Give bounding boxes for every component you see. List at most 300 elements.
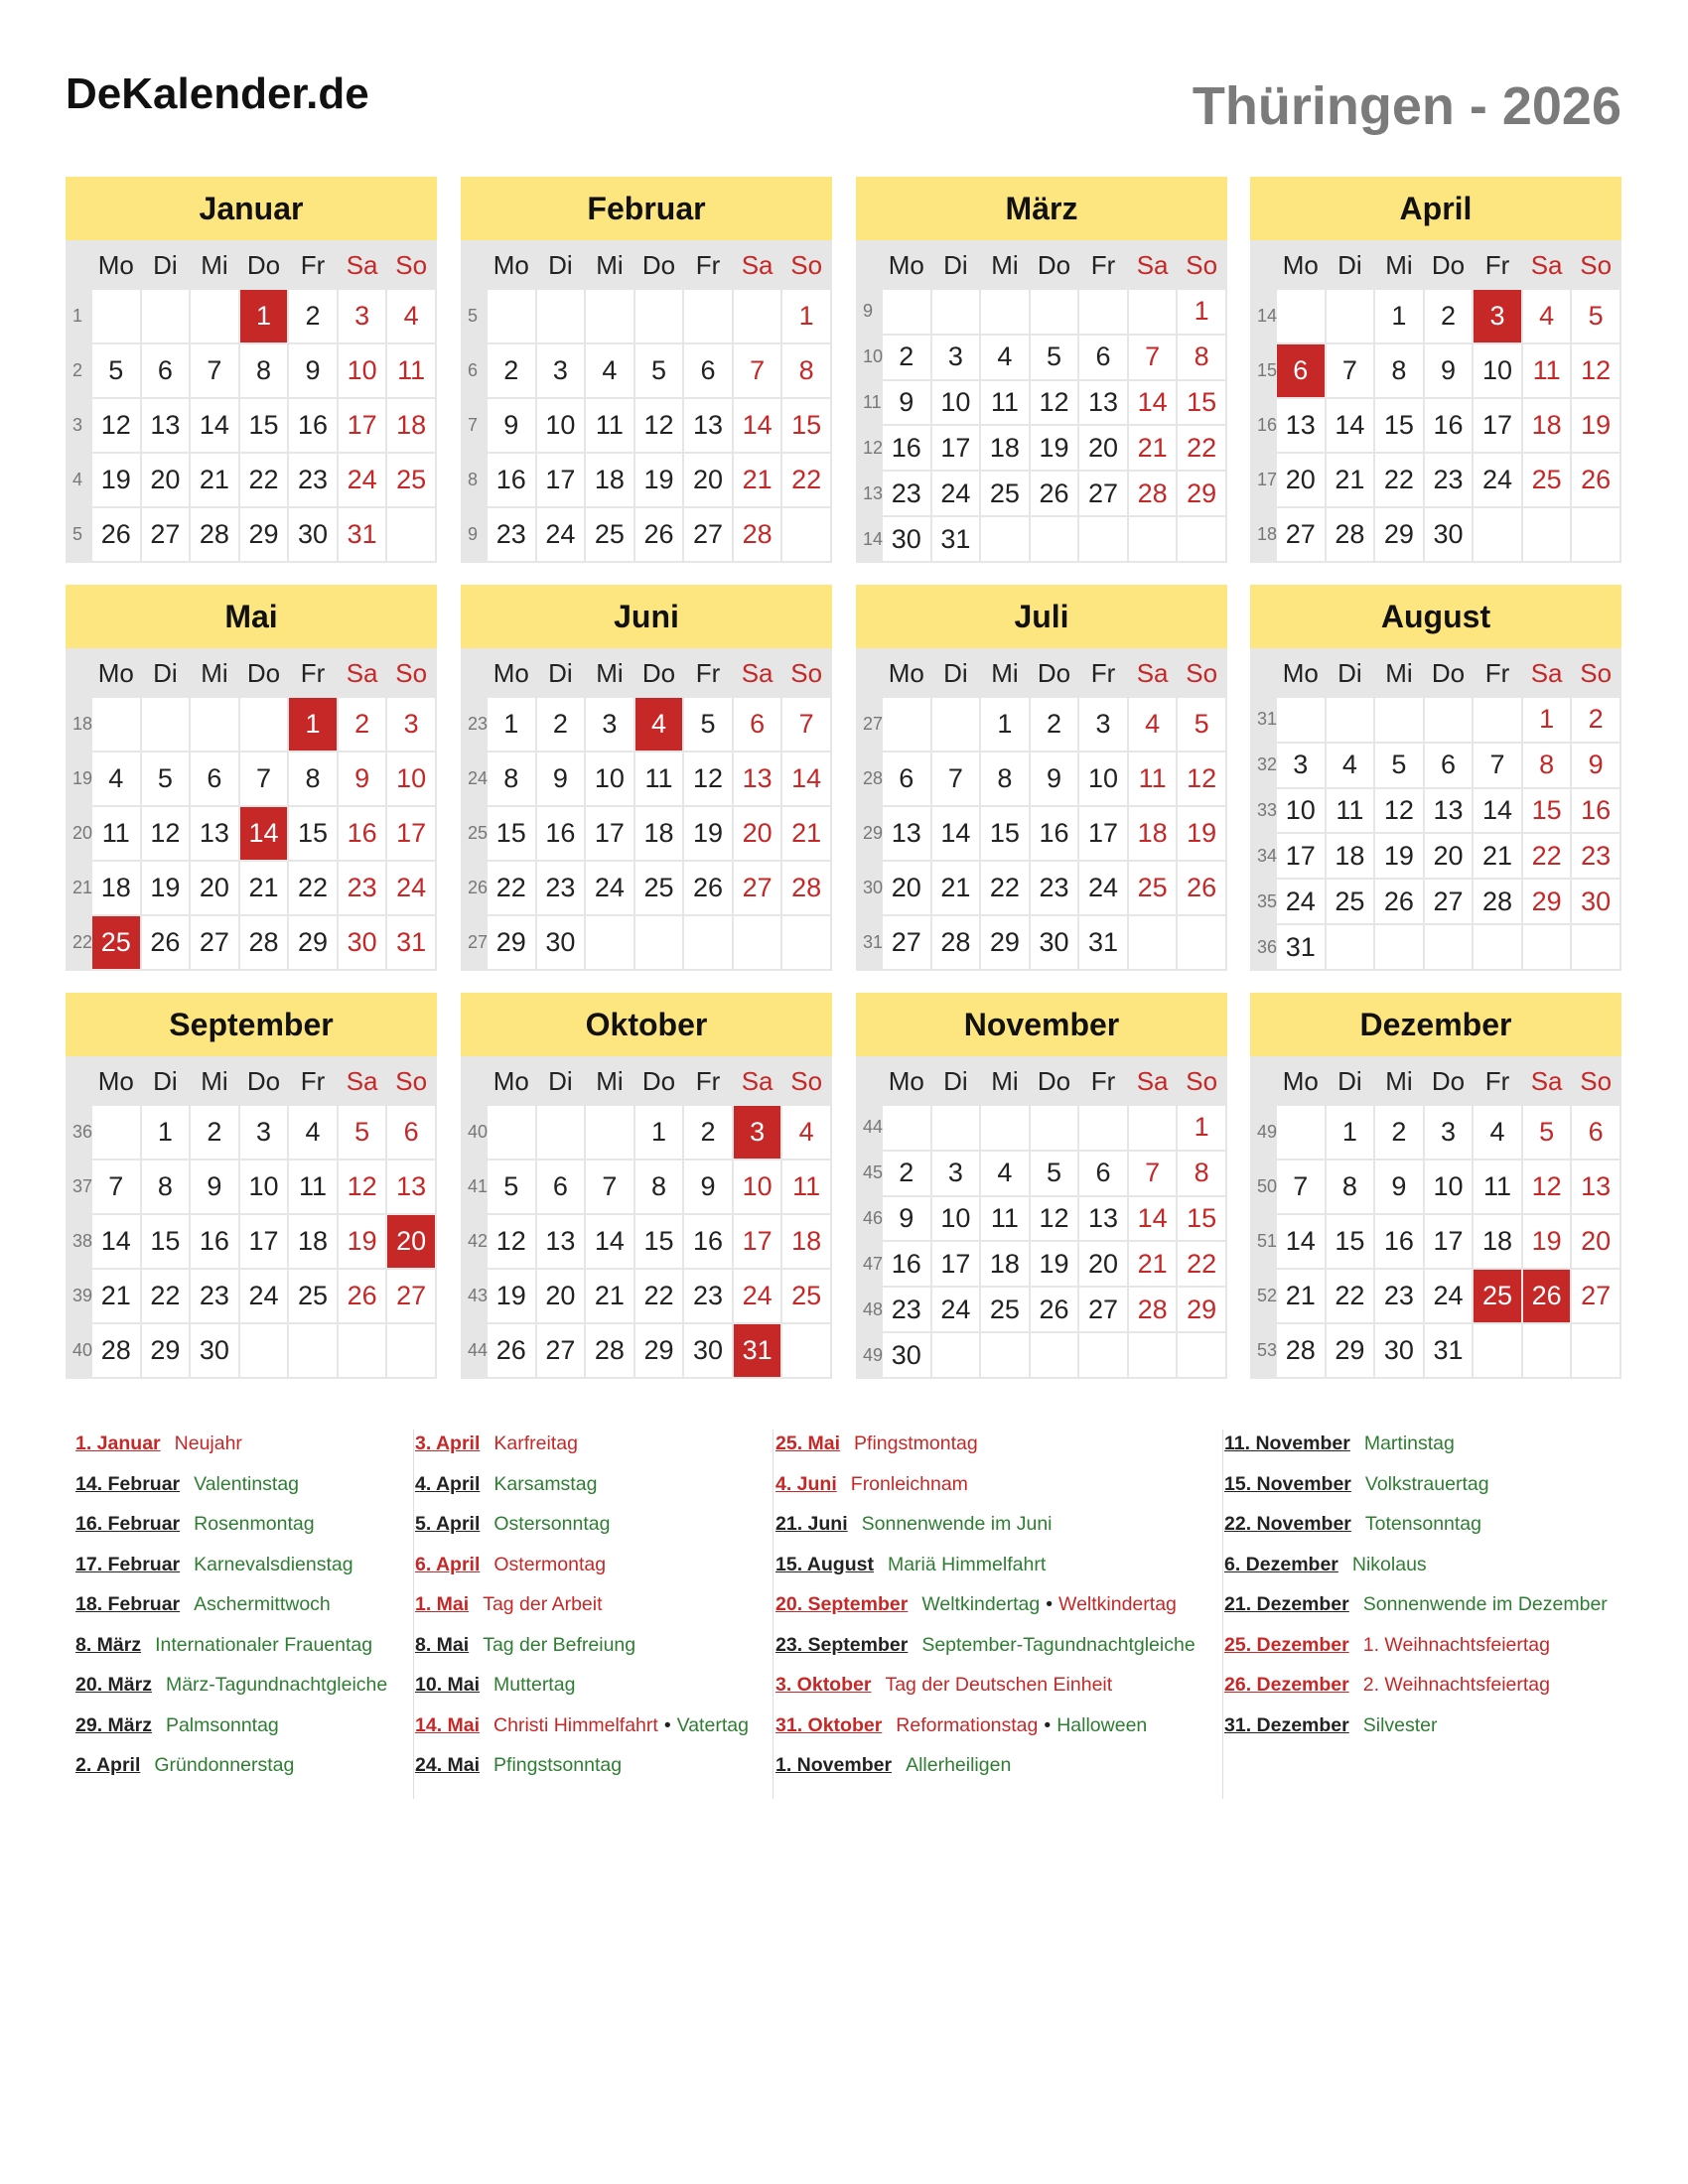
- day-cell[interactable]: 7: [1128, 335, 1178, 380]
- day-cell[interactable]: 22: [1326, 1269, 1375, 1323]
- day-cell[interactable]: 2: [487, 343, 536, 398]
- day-cell[interactable]: 30: [1030, 915, 1079, 970]
- day-cell[interactable]: 20: [190, 861, 239, 915]
- day-cell[interactable]: 7: [931, 751, 981, 806]
- day-cell[interactable]: 8: [781, 343, 831, 398]
- day-cell[interactable]: 22: [239, 453, 289, 507]
- day-cell[interactable]: 12: [1030, 380, 1079, 426]
- day-cell[interactable]: 8: [1374, 343, 1424, 398]
- day-cell[interactable]: 20: [1424, 833, 1474, 879]
- day-cell[interactable]: 1: [1177, 289, 1226, 335]
- day-cell[interactable]: 24: [585, 861, 634, 915]
- day-cell[interactable]: 20: [733, 806, 782, 861]
- day-cell[interactable]: 13: [190, 806, 239, 861]
- day-cell[interactable]: 18: [386, 398, 436, 453]
- day-cell[interactable]: 29: [1177, 1287, 1226, 1332]
- day-cell[interactable]: 1: [1177, 1105, 1226, 1151]
- day-cell[interactable]: 22: [1522, 833, 1572, 879]
- day-cell[interactable]: 3: [931, 335, 981, 380]
- day-cell[interactable]: 17: [931, 1241, 981, 1287]
- day-cell[interactable]: 4: [585, 343, 634, 398]
- day-cell[interactable]: 11: [634, 751, 684, 806]
- day-cell[interactable]: 17: [239, 1214, 289, 1269]
- day-cell[interactable]: 1: [288, 697, 338, 751]
- day-cell[interactable]: 5: [1522, 1105, 1572, 1160]
- day-cell[interactable]: 31: [386, 915, 436, 970]
- day-cell[interactable]: 23: [683, 1269, 733, 1323]
- day-cell[interactable]: 8: [487, 751, 536, 806]
- day-cell[interactable]: 5: [1177, 697, 1226, 751]
- day-cell[interactable]: 3: [239, 1105, 289, 1160]
- day-cell[interactable]: 13: [1424, 788, 1474, 834]
- day-cell[interactable]: 11: [1128, 751, 1178, 806]
- day-cell[interactable]: 12: [91, 398, 141, 453]
- day-cell[interactable]: 11: [980, 380, 1030, 426]
- day-cell[interactable]: 19: [338, 1214, 387, 1269]
- day-cell[interactable]: 6: [1078, 1151, 1128, 1196]
- day-cell[interactable]: 9: [1030, 751, 1079, 806]
- day-cell[interactable]: 24: [1424, 1269, 1474, 1323]
- day-cell[interactable]: 28: [733, 507, 782, 562]
- day-cell[interactable]: 14: [733, 398, 782, 453]
- day-cell[interactable]: 13: [141, 398, 191, 453]
- day-cell[interactable]: 14: [91, 1214, 141, 1269]
- day-cell[interactable]: 29: [1177, 471, 1226, 516]
- day-cell[interactable]: 22: [781, 453, 831, 507]
- day-cell[interactable]: 25: [781, 1269, 831, 1323]
- day-cell[interactable]: 13: [1078, 380, 1128, 426]
- day-cell[interactable]: 5: [1374, 743, 1424, 788]
- day-cell[interactable]: 1: [487, 697, 536, 751]
- day-cell[interactable]: 4: [781, 1105, 831, 1160]
- day-cell[interactable]: 2: [536, 697, 586, 751]
- day-cell[interactable]: 23: [1571, 833, 1620, 879]
- day-cell[interactable]: 14: [781, 751, 831, 806]
- day-cell[interactable]: 4: [91, 751, 141, 806]
- day-cell[interactable]: 20: [536, 1269, 586, 1323]
- day-cell[interactable]: 18: [980, 1241, 1030, 1287]
- day-cell[interactable]: 17: [931, 425, 981, 471]
- day-cell[interactable]: 23: [338, 861, 387, 915]
- day-cell[interactable]: 7: [1128, 1151, 1178, 1196]
- day-cell[interactable]: 26: [1177, 861, 1226, 915]
- day-cell[interactable]: 3: [585, 697, 634, 751]
- day-cell[interactable]: 15: [980, 806, 1030, 861]
- day-cell[interactable]: 21: [585, 1269, 634, 1323]
- day-cell[interactable]: 8: [634, 1160, 684, 1214]
- day-cell[interactable]: 16: [536, 806, 586, 861]
- day-cell[interactable]: 15: [288, 806, 338, 861]
- day-cell[interactable]: 5: [487, 1160, 536, 1214]
- day-cell[interactable]: 4: [1326, 743, 1375, 788]
- day-cell[interactable]: 26: [1030, 1287, 1079, 1332]
- day-cell[interactable]: 2: [882, 1151, 931, 1196]
- day-cell[interactable]: 11: [980, 1196, 1030, 1242]
- day-cell[interactable]: 28: [1276, 1323, 1326, 1378]
- day-cell[interactable]: 7: [585, 1160, 634, 1214]
- day-cell[interactable]: 19: [1177, 806, 1226, 861]
- day-cell[interactable]: 15: [634, 1214, 684, 1269]
- day-cell[interactable]: 30: [190, 1323, 239, 1378]
- day-cell[interactable]: 25: [634, 861, 684, 915]
- day-cell[interactable]: 9: [338, 751, 387, 806]
- day-cell[interactable]: 26: [91, 507, 141, 562]
- day-cell[interactable]: 28: [190, 507, 239, 562]
- day-cell[interactable]: 29: [1374, 507, 1424, 562]
- day-cell[interactable]: 26: [141, 915, 191, 970]
- day-cell[interactable]: 9: [882, 1196, 931, 1242]
- day-cell[interactable]: 31: [1424, 1323, 1474, 1378]
- day-cell[interactable]: 18: [1326, 833, 1375, 879]
- day-cell[interactable]: 18: [1522, 398, 1572, 453]
- day-cell[interactable]: 22: [141, 1269, 191, 1323]
- day-cell[interactable]: 21: [1326, 453, 1375, 507]
- day-cell[interactable]: 26: [1030, 471, 1079, 516]
- day-cell[interactable]: 24: [338, 453, 387, 507]
- day-cell[interactable]: 22: [980, 861, 1030, 915]
- day-cell[interactable]: 9: [536, 751, 586, 806]
- day-cell[interactable]: 24: [1078, 861, 1128, 915]
- day-cell[interactable]: 23: [1030, 861, 1079, 915]
- day-cell[interactable]: 1: [239, 289, 289, 343]
- day-cell[interactable]: 17: [585, 806, 634, 861]
- day-cell[interactable]: 4: [1522, 289, 1572, 343]
- day-cell[interactable]: 2: [1374, 1105, 1424, 1160]
- day-cell[interactable]: 9: [1424, 343, 1474, 398]
- day-cell[interactable]: 29: [1326, 1323, 1375, 1378]
- day-cell[interactable]: 17: [386, 806, 436, 861]
- day-cell[interactable]: 13: [882, 806, 931, 861]
- day-cell[interactable]: 24: [733, 1269, 782, 1323]
- day-cell[interactable]: 16: [683, 1214, 733, 1269]
- day-cell[interactable]: 12: [1030, 1196, 1079, 1242]
- day-cell[interactable]: 28: [239, 915, 289, 970]
- day-cell[interactable]: 17: [1078, 806, 1128, 861]
- day-cell[interactable]: 27: [190, 915, 239, 970]
- day-cell[interactable]: 17: [536, 453, 586, 507]
- day-cell[interactable]: 3: [386, 697, 436, 751]
- day-cell[interactable]: 4: [634, 697, 684, 751]
- day-cell[interactable]: 25: [980, 1287, 1030, 1332]
- day-cell[interactable]: 16: [190, 1214, 239, 1269]
- day-cell[interactable]: 27: [536, 1323, 586, 1378]
- day-cell[interactable]: 9: [190, 1160, 239, 1214]
- day-cell[interactable]: 18: [781, 1214, 831, 1269]
- day-cell[interactable]: 17: [1424, 1214, 1474, 1269]
- day-cell[interactable]: 3: [1078, 697, 1128, 751]
- day-cell[interactable]: 16: [1424, 398, 1474, 453]
- day-cell[interactable]: 21: [91, 1269, 141, 1323]
- day-cell[interactable]: 1: [634, 1105, 684, 1160]
- day-cell[interactable]: 16: [288, 398, 338, 453]
- day-cell[interactable]: 11: [1522, 343, 1572, 398]
- day-cell[interactable]: 13: [536, 1214, 586, 1269]
- day-cell[interactable]: 18: [1473, 1214, 1522, 1269]
- day-cell[interactable]: 2: [338, 697, 387, 751]
- day-cell[interactable]: 27: [386, 1269, 436, 1323]
- day-cell[interactable]: 27: [1276, 507, 1326, 562]
- day-cell[interactable]: 25: [288, 1269, 338, 1323]
- day-cell[interactable]: 11: [288, 1160, 338, 1214]
- day-cell[interactable]: 10: [1078, 751, 1128, 806]
- day-cell[interactable]: 23: [288, 453, 338, 507]
- day-cell[interactable]: 19: [1571, 398, 1620, 453]
- day-cell[interactable]: 28: [1128, 1287, 1178, 1332]
- day-cell[interactable]: 19: [1030, 1241, 1079, 1287]
- day-cell[interactable]: 20: [683, 453, 733, 507]
- day-cell[interactable]: 26: [1522, 1269, 1572, 1323]
- day-cell[interactable]: 10: [1473, 343, 1522, 398]
- day-cell[interactable]: 21: [733, 453, 782, 507]
- day-cell[interactable]: 31: [1276, 924, 1326, 970]
- day-cell[interactable]: 24: [1276, 879, 1326, 924]
- day-cell[interactable]: 6: [1424, 743, 1474, 788]
- day-cell[interactable]: 14: [190, 398, 239, 453]
- day-cell[interactable]: 19: [1030, 425, 1079, 471]
- day-cell[interactable]: 25: [1473, 1269, 1522, 1323]
- day-cell[interactable]: 6: [1276, 343, 1326, 398]
- day-cell[interactable]: 21: [239, 861, 289, 915]
- day-cell[interactable]: 30: [288, 507, 338, 562]
- day-cell[interactable]: 24: [931, 471, 981, 516]
- day-cell[interactable]: 1: [141, 1105, 191, 1160]
- day-cell[interactable]: 23: [1374, 1269, 1424, 1323]
- day-cell[interactable]: 17: [733, 1214, 782, 1269]
- day-cell[interactable]: 11: [1326, 788, 1375, 834]
- day-cell[interactable]: 23: [536, 861, 586, 915]
- day-cell[interactable]: 18: [91, 861, 141, 915]
- day-cell[interactable]: 8: [980, 751, 1030, 806]
- day-cell[interactable]: 28: [1128, 471, 1178, 516]
- day-cell[interactable]: 7: [733, 343, 782, 398]
- day-cell[interactable]: 18: [288, 1214, 338, 1269]
- day-cell[interactable]: 27: [1424, 879, 1474, 924]
- day-cell[interactable]: 12: [634, 398, 684, 453]
- day-cell[interactable]: 13: [386, 1160, 436, 1214]
- day-cell[interactable]: 20: [882, 861, 931, 915]
- day-cell[interactable]: 11: [781, 1160, 831, 1214]
- day-cell[interactable]: 16: [1571, 788, 1620, 834]
- day-cell[interactable]: 28: [91, 1323, 141, 1378]
- day-cell[interactable]: 8: [141, 1160, 191, 1214]
- day-cell[interactable]: 4: [980, 1151, 1030, 1196]
- day-cell[interactable]: 7: [1473, 743, 1522, 788]
- day-cell[interactable]: 23: [882, 471, 931, 516]
- day-cell[interactable]: 26: [338, 1269, 387, 1323]
- day-cell[interactable]: 22: [288, 861, 338, 915]
- day-cell[interactable]: 24: [239, 1269, 289, 1323]
- day-cell[interactable]: 29: [487, 915, 536, 970]
- day-cell[interactable]: 9: [288, 343, 338, 398]
- day-cell[interactable]: 30: [1424, 507, 1474, 562]
- day-cell[interactable]: 5: [1571, 289, 1620, 343]
- day-cell[interactable]: 2: [683, 1105, 733, 1160]
- day-cell[interactable]: 29: [288, 915, 338, 970]
- day-cell[interactable]: 17: [1276, 833, 1326, 879]
- day-cell[interactable]: 21: [190, 453, 239, 507]
- day-cell[interactable]: 19: [141, 861, 191, 915]
- day-cell[interactable]: 21: [1128, 425, 1178, 471]
- day-cell[interactable]: 27: [683, 507, 733, 562]
- day-cell[interactable]: 7: [1276, 1160, 1326, 1214]
- day-cell[interactable]: 10: [386, 751, 436, 806]
- day-cell[interactable]: 14: [585, 1214, 634, 1269]
- day-cell[interactable]: 19: [487, 1269, 536, 1323]
- day-cell[interactable]: 3: [1276, 743, 1326, 788]
- day-cell[interactable]: 15: [1522, 788, 1572, 834]
- day-cell[interactable]: 20: [1276, 453, 1326, 507]
- day-cell[interactable]: 14: [1128, 380, 1178, 426]
- day-cell[interactable]: 7: [781, 697, 831, 751]
- day-cell[interactable]: 3: [536, 343, 586, 398]
- day-cell[interactable]: 3: [1424, 1105, 1474, 1160]
- day-cell[interactable]: 14: [1326, 398, 1375, 453]
- day-cell[interactable]: 8: [1177, 335, 1226, 380]
- day-cell[interactable]: 1: [781, 289, 831, 343]
- day-cell[interactable]: 10: [1424, 1160, 1474, 1214]
- day-cell[interactable]: 6: [683, 343, 733, 398]
- day-cell[interactable]: 24: [536, 507, 586, 562]
- day-cell[interactable]: 15: [1177, 380, 1226, 426]
- day-cell[interactable]: 11: [1473, 1160, 1522, 1214]
- day-cell[interactable]: 5: [634, 343, 684, 398]
- day-cell[interactable]: 30: [1571, 879, 1620, 924]
- day-cell[interactable]: 5: [91, 343, 141, 398]
- day-cell[interactable]: 1: [1522, 697, 1572, 743]
- day-cell[interactable]: 13: [1276, 398, 1326, 453]
- day-cell[interactable]: 2: [288, 289, 338, 343]
- day-cell[interactable]: 16: [487, 453, 536, 507]
- day-cell[interactable]: 22: [634, 1269, 684, 1323]
- day-cell[interactable]: 7: [190, 343, 239, 398]
- day-cell[interactable]: 6: [536, 1160, 586, 1214]
- day-cell[interactable]: 28: [931, 915, 981, 970]
- day-cell[interactable]: 5: [683, 697, 733, 751]
- day-cell[interactable]: 20: [1571, 1214, 1620, 1269]
- day-cell[interactable]: 13: [683, 398, 733, 453]
- day-cell[interactable]: 12: [338, 1160, 387, 1214]
- day-cell[interactable]: 23: [487, 507, 536, 562]
- day-cell[interactable]: 26: [1571, 453, 1620, 507]
- day-cell[interactable]: 15: [1374, 398, 1424, 453]
- day-cell[interactable]: 27: [1571, 1269, 1620, 1323]
- day-cell[interactable]: 16: [882, 425, 931, 471]
- day-cell[interactable]: 2: [1424, 289, 1474, 343]
- day-cell[interactable]: 21: [781, 806, 831, 861]
- day-cell[interactable]: 23: [190, 1269, 239, 1323]
- day-cell[interactable]: 10: [338, 343, 387, 398]
- day-cell[interactable]: 29: [1522, 879, 1572, 924]
- day-cell[interactable]: 12: [1177, 751, 1226, 806]
- day-cell[interactable]: 4: [980, 335, 1030, 380]
- day-cell[interactable]: 16: [882, 1241, 931, 1287]
- day-cell[interactable]: 15: [781, 398, 831, 453]
- day-cell[interactable]: 6: [141, 343, 191, 398]
- day-cell[interactable]: 18: [634, 806, 684, 861]
- day-cell[interactable]: 17: [1473, 398, 1522, 453]
- day-cell[interactable]: 17: [338, 398, 387, 453]
- day-cell[interactable]: 24: [1473, 453, 1522, 507]
- day-cell[interactable]: 10: [585, 751, 634, 806]
- day-cell[interactable]: 7: [91, 1160, 141, 1214]
- day-cell[interactable]: 26: [1374, 879, 1424, 924]
- day-cell[interactable]: 10: [1276, 788, 1326, 834]
- day-cell[interactable]: 19: [634, 453, 684, 507]
- day-cell[interactable]: 22: [487, 861, 536, 915]
- day-cell[interactable]: 4: [386, 289, 436, 343]
- day-cell[interactable]: 4: [1128, 697, 1178, 751]
- day-cell[interactable]: 23: [1424, 453, 1474, 507]
- day-cell[interactable]: 14: [239, 806, 289, 861]
- day-cell[interactable]: 18: [585, 453, 634, 507]
- day-cell[interactable]: 15: [141, 1214, 191, 1269]
- day-cell[interactable]: 12: [683, 751, 733, 806]
- day-cell[interactable]: 14: [931, 806, 981, 861]
- day-cell[interactable]: 19: [91, 453, 141, 507]
- day-cell[interactable]: 25: [980, 471, 1030, 516]
- day-cell[interactable]: 9: [487, 398, 536, 453]
- day-cell[interactable]: 20: [1078, 1241, 1128, 1287]
- day-cell[interactable]: 28: [1473, 879, 1522, 924]
- day-cell[interactable]: 5: [1030, 1151, 1079, 1196]
- day-cell[interactable]: 13: [1078, 1196, 1128, 1242]
- day-cell[interactable]: 29: [980, 915, 1030, 970]
- day-cell[interactable]: 7: [239, 751, 289, 806]
- day-cell[interactable]: 2: [1030, 697, 1079, 751]
- day-cell[interactable]: 25: [585, 507, 634, 562]
- day-cell[interactable]: 3: [1473, 289, 1522, 343]
- day-cell[interactable]: 30: [882, 516, 931, 562]
- day-cell[interactable]: 8: [1326, 1160, 1375, 1214]
- day-cell[interactable]: 12: [141, 806, 191, 861]
- day-cell[interactable]: 1: [1326, 1105, 1375, 1160]
- day-cell[interactable]: 4: [1473, 1105, 1522, 1160]
- day-cell[interactable]: 27: [1078, 471, 1128, 516]
- day-cell[interactable]: 27: [733, 861, 782, 915]
- day-cell[interactable]: 26: [634, 507, 684, 562]
- day-cell[interactable]: 30: [683, 1323, 733, 1378]
- day-cell[interactable]: 28: [585, 1323, 634, 1378]
- day-cell[interactable]: 15: [1177, 1196, 1226, 1242]
- day-cell[interactable]: 22: [1177, 425, 1226, 471]
- day-cell[interactable]: 27: [1078, 1287, 1128, 1332]
- day-cell[interactable]: 15: [239, 398, 289, 453]
- day-cell[interactable]: 10: [931, 1196, 981, 1242]
- day-cell[interactable]: 16: [338, 806, 387, 861]
- day-cell[interactable]: 12: [1374, 788, 1424, 834]
- day-cell[interactable]: 20: [141, 453, 191, 507]
- day-cell[interactable]: 15: [1326, 1214, 1375, 1269]
- day-cell[interactable]: 9: [1571, 743, 1620, 788]
- day-cell[interactable]: 19: [1374, 833, 1424, 879]
- day-cell[interactable]: 25: [1326, 879, 1375, 924]
- day-cell[interactable]: 31: [733, 1323, 782, 1378]
- day-cell[interactable]: 20: [386, 1214, 436, 1269]
- day-cell[interactable]: 31: [1078, 915, 1128, 970]
- day-cell[interactable]: 6: [386, 1105, 436, 1160]
- day-cell[interactable]: 14: [1128, 1196, 1178, 1242]
- day-cell[interactable]: 10: [931, 380, 981, 426]
- day-cell[interactable]: 1: [1374, 289, 1424, 343]
- day-cell[interactable]: 19: [1522, 1214, 1572, 1269]
- day-cell[interactable]: 11: [585, 398, 634, 453]
- day-cell[interactable]: 5: [141, 751, 191, 806]
- day-cell[interactable]: 28: [781, 861, 831, 915]
- day-cell[interactable]: 11: [91, 806, 141, 861]
- day-cell[interactable]: 5: [338, 1105, 387, 1160]
- day-cell[interactable]: 29: [141, 1323, 191, 1378]
- day-cell[interactable]: 27: [882, 915, 931, 970]
